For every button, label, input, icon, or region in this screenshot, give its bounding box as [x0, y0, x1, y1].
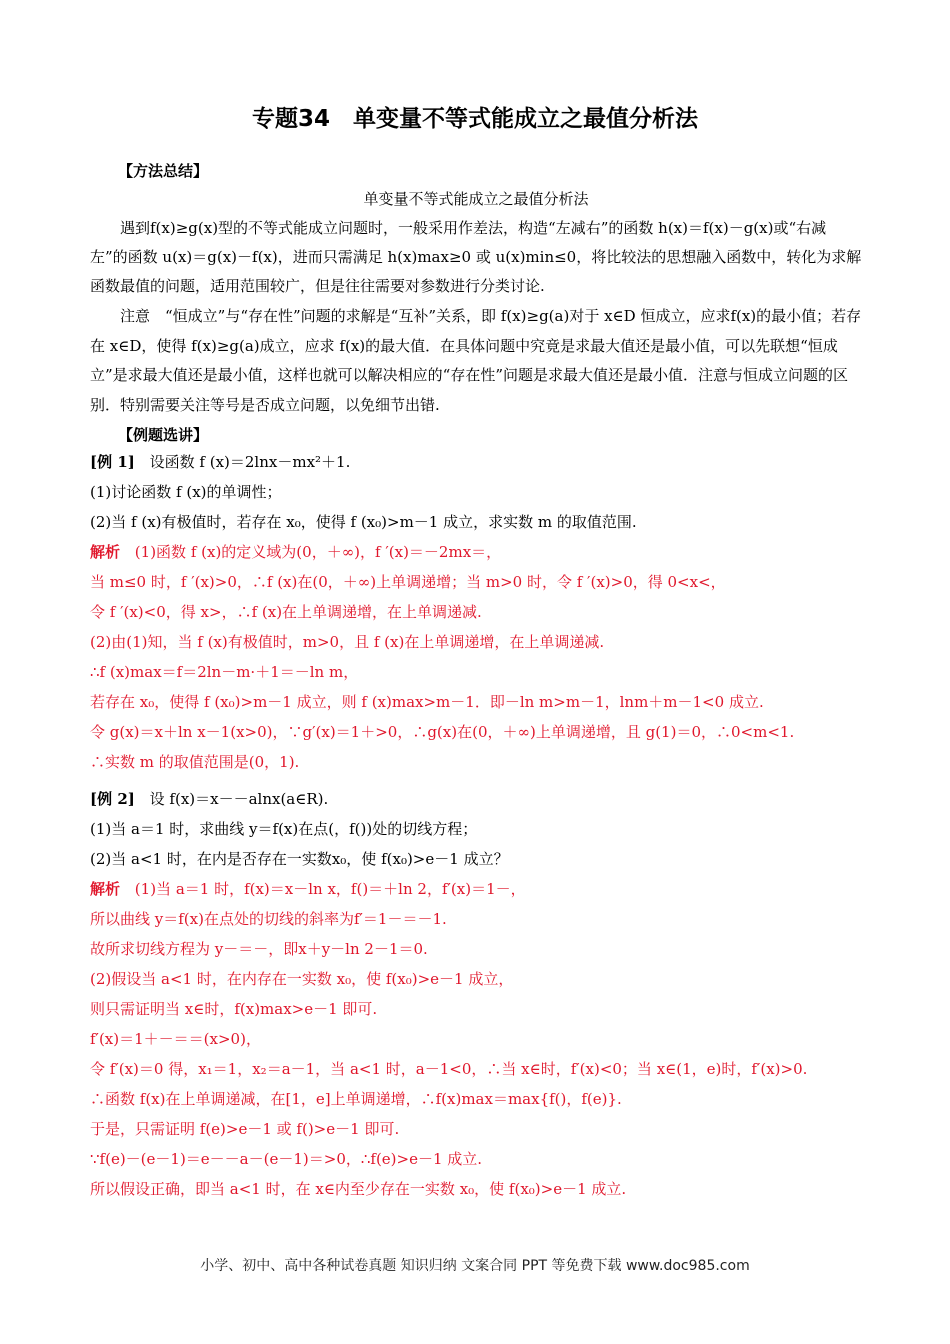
example-1-solution-line-5: ∴f (x)max＝f＝2ln－m·＋1＝－ln m，	[90, 663, 359, 681]
example-2-label: [例 2]	[90, 790, 135, 808]
page-footer: 小学、初中、高中各种试卷真题 知识归纳 文案合同 PPT 等免费下载 www.doc985.com	[200, 1258, 750, 1274]
example-2-solution-label: 解析	[90, 880, 121, 898]
example-1-label: [例 1]	[90, 453, 135, 471]
example-2-question-1: (1)当 a＝1 时，求曲线 y＝f(x)在点(，f())处的切线方程；	[90, 820, 478, 838]
example-2-solution-line-8: ∴函数 f(x)在上单调递减，在[1，e]上单调递增，∴f(x)max＝max{f()，f(e)}.	[90, 1090, 622, 1108]
example-2	[90, 784, 862, 1204]
example-2-solution-line-6: f′(x)＝1＋－＝＝(x>0)，	[90, 1030, 261, 1048]
example-1-question-2: (2)当 f (x)有极值时，若存在 x₀，使得 f (x₀)>m－1 成立，求实数 m 的取值范围.	[90, 513, 637, 531]
example-1-solution-line-6: 若存在 x₀，使得 f (x₀)>m－1 成立，则 f (x)max>m－1．即－ln m>m－1，lnm＋m－1<0 成立.	[90, 693, 764, 711]
example-1	[90, 447, 862, 777]
method-paragraph-2: 注意 “恒成立”与“存在性”问题的求解是“互补”关系，即 f(x)≥g(a)对于 x∈D 恒成立，应求f(x)的最小值；若存在 x∈D，使得 f(x)≥g(a)成立，应求 f(x)的最大值．在具体问题中究竟是求最大值还是最小值，可以先联想“恒成立”是求最大值还是最小值，这样也就可以解决相应的“存在性”问题是求最大值还是最小值．注意与恒成立问题的区别．特别需要关注等号是否成立问题，以免细节出错.	[90, 307, 862, 414]
method-subtitle: 单变量不等式能成立之最值分析法	[363, 190, 589, 208]
example-1-solution-label: 解析	[90, 543, 121, 561]
example-1-stem-line	[90, 447, 862, 477]
example-2-solution-line-1	[90, 874, 862, 904]
example-1-solution-text: (1)函数 f (x)的定义域为(0，＋∞)，f ′(x)＝－2mx＝，	[134, 543, 502, 561]
method-paragraph-1: 遇到f(x)≥g(x)型的不等式能成立问题时，一般采用作差法，构造“左减右”的函数 h(x)＝f(x)－g(x)或“右减左”的函数 u(x)＝g(x)－f(x)，进而只需满足 h(x)max≥0 或 u(x)min≤0，将比较法的思想融入函数中，转化为求解函数最值的问题，适用范围较广，但是往往需要对参数进行分类讨论.	[90, 219, 862, 295]
example-1-solution-line-2: 当 m≤0 时，f ′(x)>0，∴f (x)在(0，＋∞)上单调递增；当 m>0 时，令 f ′(x)>0，得 0<x<，	[90, 573, 726, 591]
example-2-solution-line-9: 于是，只需证明 f(e)>e－1 或 f()>e－1 即可.	[90, 1120, 400, 1138]
example-2-stem: 设 f(x)＝x－－alnx(a∈R).	[149, 790, 329, 808]
example-1-solution-line-1	[90, 537, 862, 567]
example-1-solution-line-7: 令 g(x)＝x＋ln x－1(x>0)，∵g′(x)＝1＋>0，∴g(x)在(0，＋∞)上单调递增，且 g(1)＝0，∴0<m<1.	[90, 723, 795, 741]
method-summary-text	[90, 214, 862, 301]
example-2-solution-line-7: 令 f′(x)＝0 得，x₁＝1，x₂＝a－1，当 a<1 时，a－1<0，∴当 x∈时，f′(x)<0；当 x∈(1，e)时，f′(x)>0.	[90, 1060, 808, 1078]
example-2-solution-line-3: 故所求切线方程为 y－＝－，即x＋y－ln 2－1＝0.	[90, 940, 428, 958]
example-1-solution-line-4: (2)由(1)知，当 f (x)有极值时，m>0，且 f (x)在上单调递增，在上单调递减.	[90, 633, 605, 651]
method-note	[90, 302, 862, 420]
example-1-solution-line-8: ∴实数 m 的取值范围是(0，1).	[90, 753, 300, 771]
method-summary-header: 【方法总结】	[118, 162, 209, 180]
example-2-stem-line	[90, 784, 862, 814]
example-2-solution-line-4: (2)假设当 a<1 时，在内存在一实数 x₀，使 f(x₀)>e－1 成立，	[90, 970, 514, 988]
example-2-solution-line-5: 则只需证明当 x∈时，f(x)max>e－1 即可.	[90, 1000, 378, 1018]
examples-header: 【例题选讲】	[118, 426, 209, 444]
example-1-stem: 设函数 f (x)＝2lnx－mx²＋1.	[149, 453, 351, 471]
example-2-solution-line-11: 所以假设正确，即当 a<1 时，在 x∈内至少存在一实数 x₀，使 f(x₀)>e－1 成立.	[90, 1180, 627, 1198]
example-2-question-2: (2)当 a<1 时，在内是否存在一实数x₀，使 f(x₀)>e－1 成立？	[90, 850, 509, 868]
example-2-solution-text: (1)当 a＝1 时，f(x)＝x－ln x，f()＝＋ln 2，f′(x)＝1－，	[134, 880, 526, 898]
example-1-solution-line-3: 令 f ′(x)<0，得 x>，∴f (x)在上单调递增，在上单调递减.	[90, 603, 482, 621]
example-2-solution-line-2: 所以曲线 y＝f(x)在点处的切线的斜率为f′＝1－＝－1.	[90, 910, 447, 928]
example-2-solution-line-10: ∵f(e)－(e－1)＝e－－a－(e－1)＝>0，∴f(e)>e－1 成立.	[90, 1150, 483, 1168]
page-title: 专题34 单变量不等式能成立之最值分析法	[251, 106, 698, 132]
example-1-question-1: (1)讨论函数 f (x)的单调性；	[90, 483, 282, 501]
